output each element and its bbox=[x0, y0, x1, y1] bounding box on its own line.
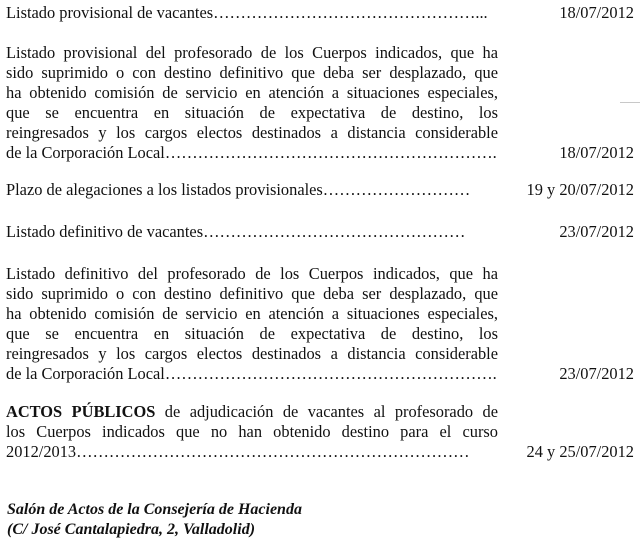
entry-line: Listado provisional de vacantes…………………………………………... bbox=[6, 3, 488, 22]
venue-line-1: Salón de Actos de la Consejería de Hacienda bbox=[7, 501, 302, 518]
entry-line: sido suprimido o con destino definitivo que deba ser desplazado, que bbox=[6, 284, 498, 303]
entry-line-rest: de adjudicación de vacantes al profesorado de bbox=[155, 402, 498, 421]
entry-line: Plazo de alegaciones a los listados provisionales……………………… bbox=[6, 180, 471, 199]
entry-line: ha obtenido comisión de servicio en atención a situaciones especiales, bbox=[6, 304, 498, 323]
entry-date: 24 y 25/07/2012 bbox=[526, 442, 634, 461]
entry-description bbox=[6, 402, 498, 462]
entry-line: Listado definitivo del profesorado de los Cuerpos indicados, que ha bbox=[6, 264, 498, 283]
entry-line: Listado definitivo de vacantes………………………………………… bbox=[6, 222, 466, 241]
entry-line: los Cuerpos indicados que no han obtenido destino para el curso bbox=[6, 422, 498, 441]
entry-date: 18/07/2012 bbox=[559, 3, 634, 22]
entry-line-first bbox=[6, 402, 498, 422]
page-edge-mark bbox=[620, 102, 640, 103]
entry-line: 2012/2013……………………………………………………………… bbox=[6, 442, 470, 461]
entry-date: 23/07/2012 bbox=[559, 364, 634, 383]
entry-date: 18/07/2012 bbox=[559, 143, 634, 162]
entry-description bbox=[6, 3, 498, 23]
entry-line: que se encuentra en situación de expectativa de destino, los bbox=[6, 324, 498, 343]
entry-line: Listado provisional del profesorado de los Cuerpos indicados, que ha bbox=[6, 43, 498, 62]
entry-description bbox=[6, 222, 498, 242]
entry-line: que se encuentra en situación de expectativa de destino, los bbox=[6, 103, 498, 122]
entry-description bbox=[6, 180, 498, 200]
entry-description bbox=[6, 43, 498, 163]
entry-line: reingresados y los cargos electos destinados a distancia considerable bbox=[6, 123, 498, 142]
entry-line: reingresados y los cargos electos destinados a distancia considerable bbox=[6, 344, 498, 363]
entry-date: 19 y 20/07/2012 bbox=[526, 180, 634, 199]
entry-line: ha obtenido comisión de servicio en atención a situaciones especiales, bbox=[6, 83, 498, 102]
entry-description bbox=[6, 264, 498, 384]
entry-date: 23/07/2012 bbox=[559, 222, 634, 241]
venue-line-2: (C/ José Cantalapiedra, 2, Valladolid) bbox=[7, 521, 256, 538]
actos-publicos-heading: ACTOS PÚBLICOS bbox=[6, 402, 156, 421]
entry-line: sido suprimido o con destino definitivo que deba ser desplazado, que bbox=[6, 63, 498, 82]
entry-line: de la Corporación Local……………………………………………………. bbox=[6, 364, 497, 383]
entry-line: de la Corporación Local……………………………………………………. bbox=[6, 143, 497, 162]
